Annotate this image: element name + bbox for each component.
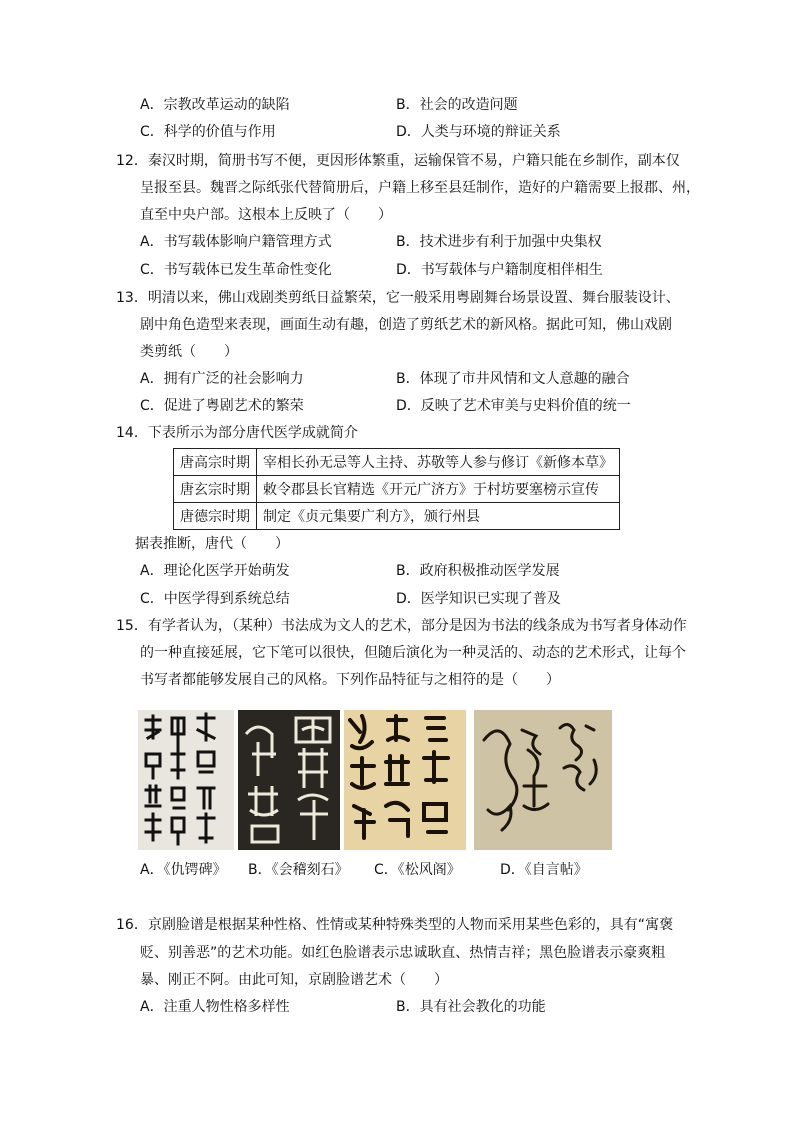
q15-stem-line-3: 书写者都能够发展自己的风格。下列作品特征与之相符的是（ ） <box>140 672 560 688</box>
q11-option-d: D．人类与环境的辩证关系 <box>396 124 561 140</box>
q14-option-c: C．中医学得到系统总结 <box>140 591 290 607</box>
q12-option-c: C．书写载体已发生革命性变化 <box>140 262 332 278</box>
q12-option-d: D．书写载体与户籍制度相伴相生 <box>396 262 603 278</box>
q11-option-b: B．社会的改造问题 <box>396 97 518 113</box>
q15-option-b: B．《会稽刻石》 <box>248 862 349 878</box>
calligraphy-image-a <box>138 710 234 850</box>
q15-option-c: C．《松风阁》 <box>374 862 461 878</box>
q13-stem-line-2: 剧中角色造型来表现，画面生动有趣，创造了剪纸艺术的新风格。据此可知，佛山戏剧 <box>140 317 672 333</box>
q11-option-c: C．科学的价值与作用 <box>140 124 276 140</box>
q14-option-a: A．理论化医学开始萌发 <box>140 563 290 579</box>
q15-option-d: D．《自言帖》 <box>500 862 588 878</box>
q12-stem-line-2: 呈报至县。魏晋之际纸张代替简册后，户籍上移至县廷制作，造好的户籍需要上报郡、州， <box>140 180 700 196</box>
table-cell-text: 敕令郡县长官精选《开元广济方》于村坊要塞榜示宣传 <box>257 476 620 503</box>
q14-intro: 14．下表所示为部分唐代医学成就简介 <box>116 425 358 441</box>
medical-achievements-table <box>173 448 620 530</box>
q14-option-d: D．医学知识已实现了普及 <box>396 591 561 607</box>
table-cell-era: 唐德宗时期 <box>174 503 257 530</box>
calligraphy-image-d <box>474 710 612 850</box>
q12-option-b: B．技术进步有利于加强中央集权 <box>396 234 602 250</box>
q14-option-b: B．政府积极推动医学发展 <box>396 563 560 579</box>
table-row <box>174 503 620 530</box>
q13-option-d: D．反映了艺术审美与史料价值的统一 <box>396 398 631 414</box>
q13-option-b: B．体现了市井风情和文人意趣的融合 <box>396 371 630 387</box>
table-cell-era: 唐玄宗时期 <box>174 476 257 503</box>
q13-stem-line-3: 类剪纸（ ） <box>140 344 238 360</box>
table-cell-era: 唐高宗时期 <box>174 449 257 476</box>
q13-stem-line-1: 13．明清以来，佛山戏剧类剪纸日益繁荣，它一般采用粤剧舞台场景设置、舞台服装设计、 <box>116 290 680 306</box>
q15-option-a: A．《仇锷碑》 <box>140 862 227 878</box>
q16-stem-line-3: 暴、刚正不阿。由此可知，京剧脸谱艺术（ ） <box>140 972 448 988</box>
q16-stem-line-1: 16．京剧脸谱是根据某种性格、性情或某种特殊类型的人物而采用某些色彩的，具有“寓褒 <box>116 917 674 933</box>
table-cell-text: 宰相长孙无忌等人主持、苏敬等人参与修订《新修本草》 <box>257 449 620 476</box>
q12-option-a: A．书写载体影响户籍管理方式 <box>140 234 332 250</box>
q14-after-table: 据表推断，唐代（ ） <box>135 536 289 552</box>
q12-stem-line-3: 直至中央户部。这根本上反映了（ ） <box>140 207 392 223</box>
table-row <box>174 449 620 476</box>
q12-stem-line-1: 12．秦汉时期，简册书写不便，更因形体繁重，运输保管不易，户籍只能在乡制作，副本仅 <box>116 153 680 169</box>
q16-stem-line-2: 贬、别善恶”的艺术功能。如红色脸谱表示忠诚耿直、热情吉祥；黑色脸谱表示豪爽粗 <box>140 945 666 961</box>
q11-option-a: A．宗教改革运动的缺陷 <box>140 97 290 113</box>
table-cell-text: 制定《贞元集要广利方》，颁行州县 <box>257 503 620 530</box>
table-row <box>174 476 620 503</box>
calligraphy-image-b <box>238 710 340 850</box>
q15-stem-line-2: 的一种直接延展，它下笔可以很快，但随后演化为一种灵活的、动态的艺术形式，让每个 <box>140 645 686 661</box>
q16-option-a: A．注重人物性格多样性 <box>140 999 290 1015</box>
q15-stem-line-1: 15．有学者认为，（某种）书法成为文人的艺术，部分是因为书法的线条成为书写者身体动作 <box>116 618 687 634</box>
q13-option-a: A．拥有广泛的社会影响力 <box>140 371 304 387</box>
calligraphy-image-c <box>344 710 466 850</box>
q13-option-c: C．促进了粤剧艺术的繁荣 <box>140 398 304 414</box>
q16-option-b: B．具有社会教化的功能 <box>396 999 546 1015</box>
